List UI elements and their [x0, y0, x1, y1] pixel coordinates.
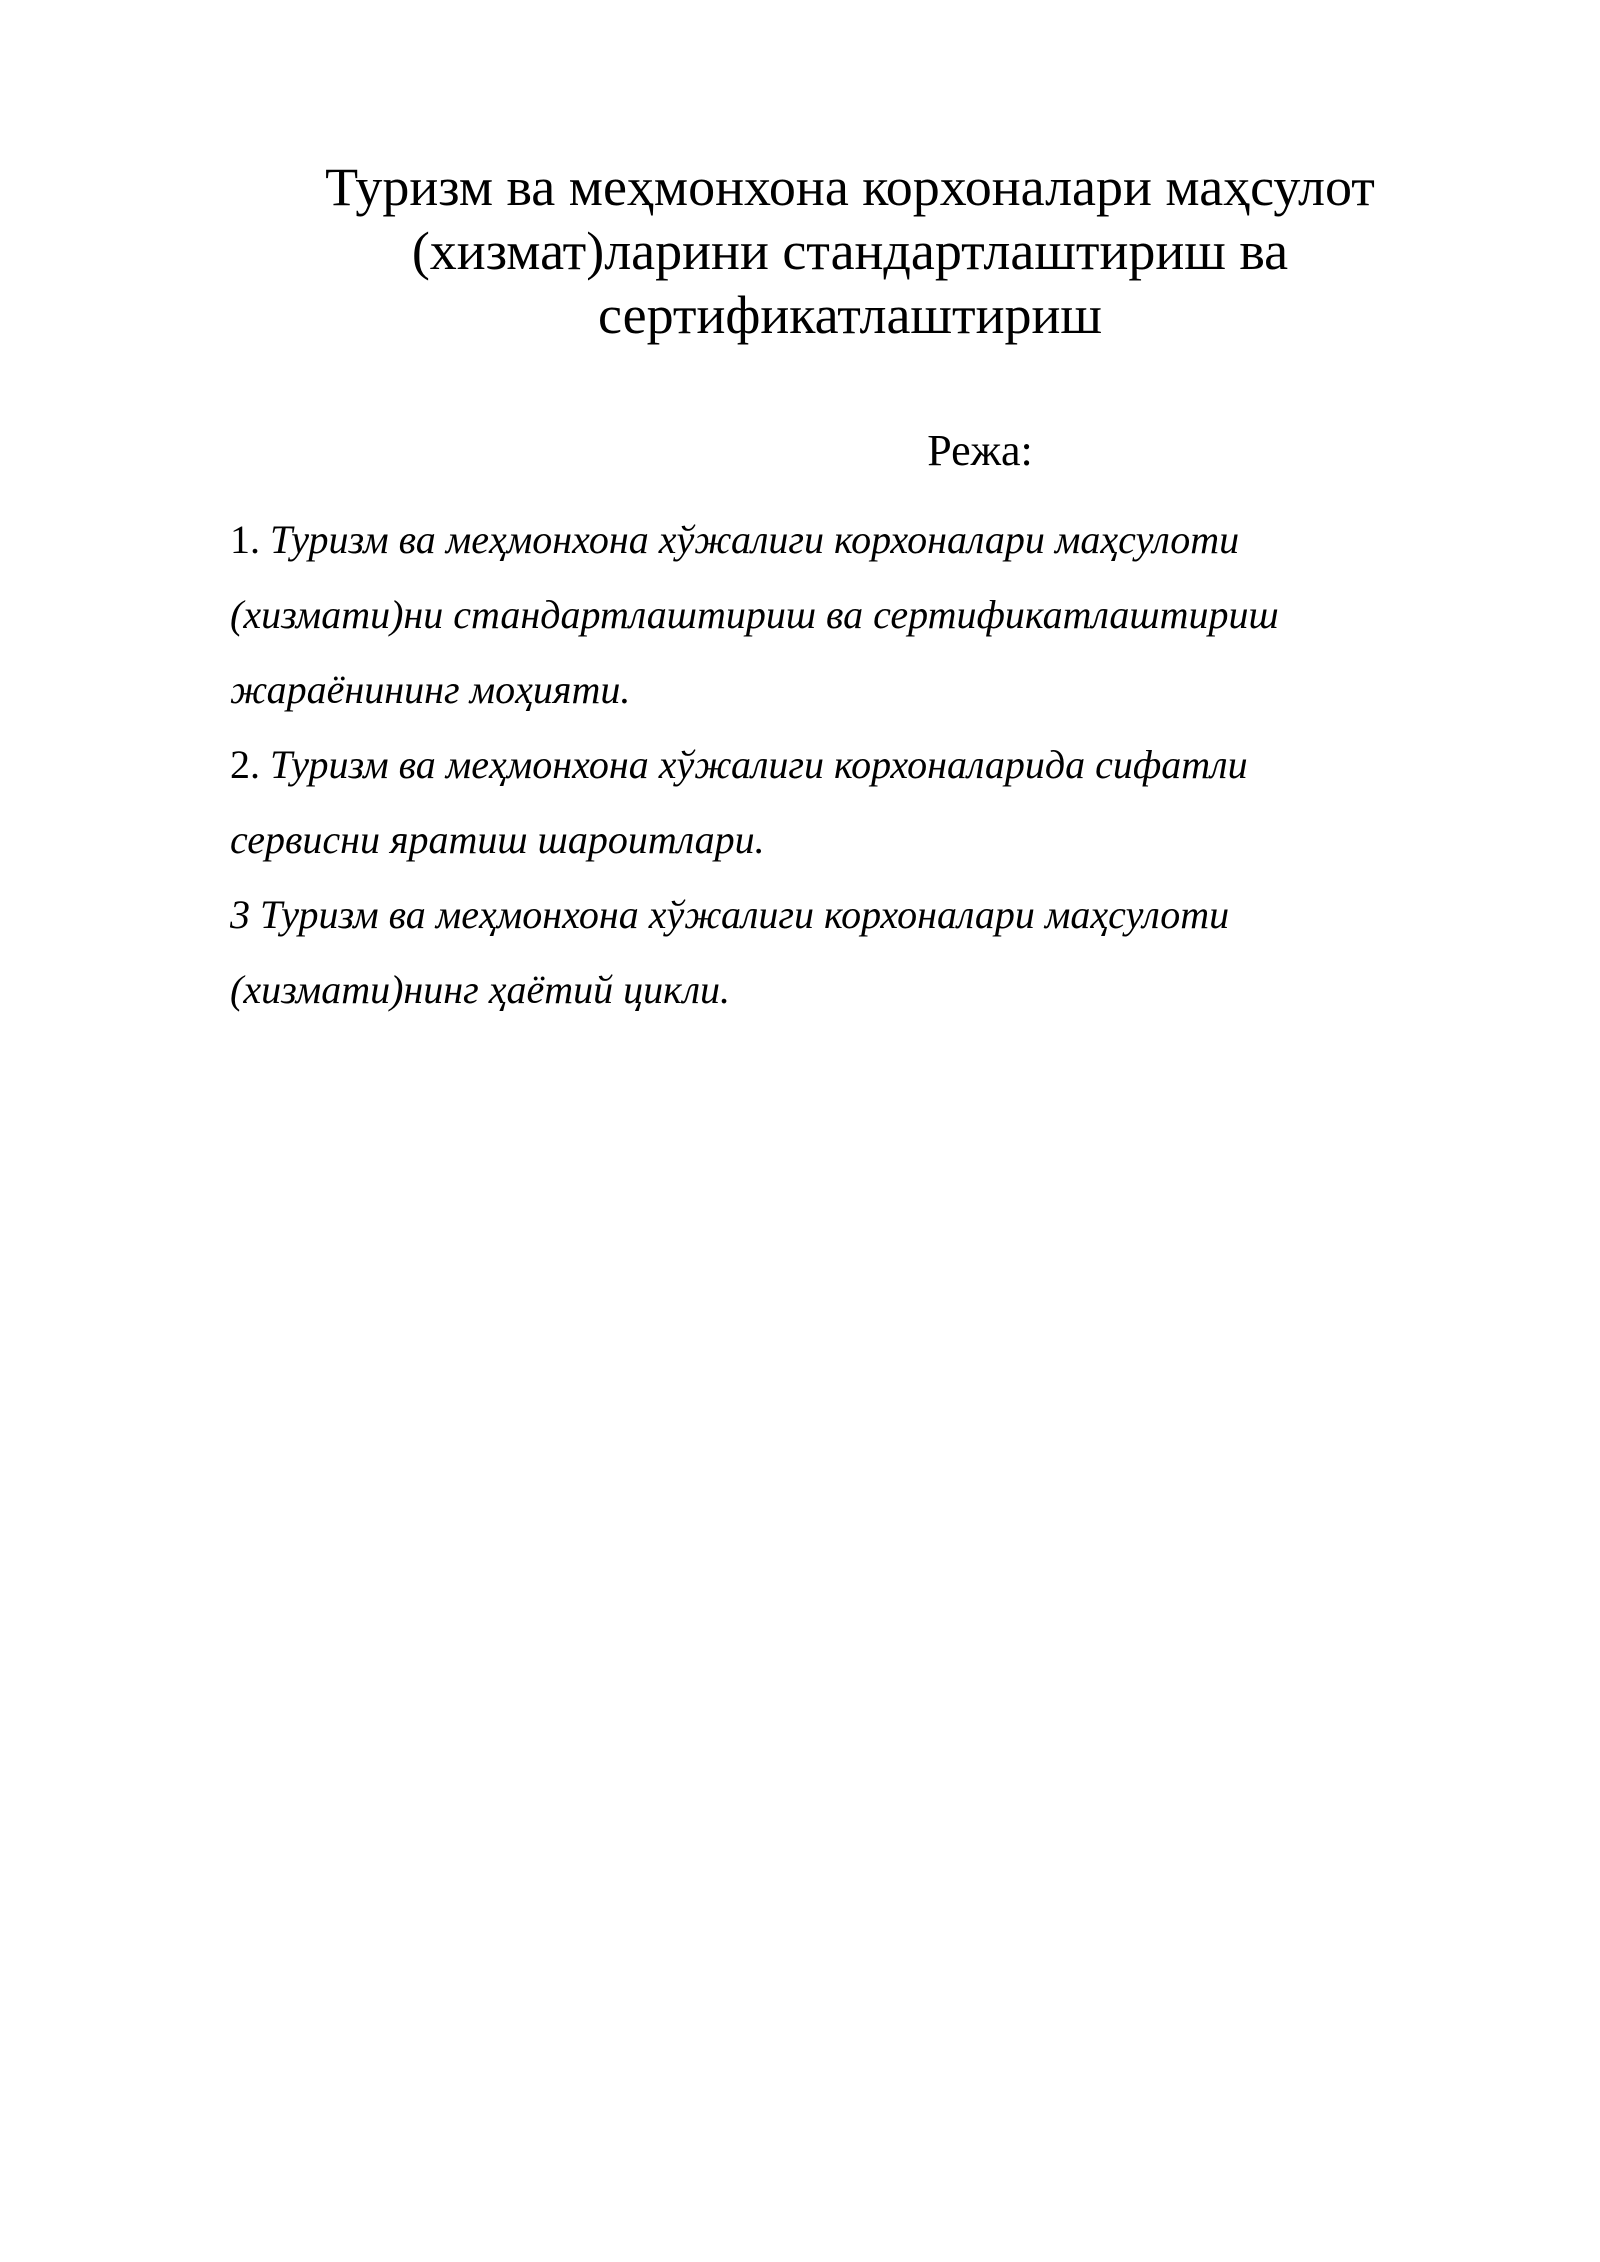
plan-item-number: 1.	[230, 517, 270, 562]
title-line: (хизмат)ларини стандартлаштириш ва	[411, 221, 1289, 281]
plan-item-text: Туризм ва меҳмонхона хўжалиги корхоналари маҳсулоти	[270, 517, 1240, 562]
plan-list	[230, 502, 1410, 1027]
plan-item-line: сервисни яратиш шароитлари.	[230, 817, 765, 862]
plan-item-text: Туризм ва меҳмонхона хўжалиги корхоналарида сифатли	[270, 742, 1248, 787]
title-line: сертификатлаштириш	[598, 285, 1102, 345]
plan-item-line	[230, 877, 1410, 952]
plan-item-line: жараёнининг моҳияти.	[230, 667, 631, 712]
plan-item	[230, 502, 1410, 727]
plan-item	[230, 877, 1410, 1027]
plan-item-text: Туризм ва меҳмонхона хўжалиги корхоналари маҳсулоти	[260, 892, 1230, 937]
plan-item	[230, 727, 1410, 877]
plan-item-line: (хизмати)ни стандартлаштириш ва сертификатлаштириш	[230, 592, 1279, 637]
plan-item-number: 2.	[230, 742, 270, 787]
title-line: Туризм ва меҳмонхона корхоналари маҳсулот	[325, 157, 1375, 217]
plan-heading: Режа:	[927, 426, 1033, 475]
plan-item-line: (хизмати)нинг ҳаётий цикли.	[230, 967, 731, 1012]
plan-item-line	[230, 502, 1410, 577]
plan-item-line	[230, 727, 1410, 802]
document-title	[230, 155, 1470, 347]
plan-item-number: 3	[230, 892, 260, 937]
